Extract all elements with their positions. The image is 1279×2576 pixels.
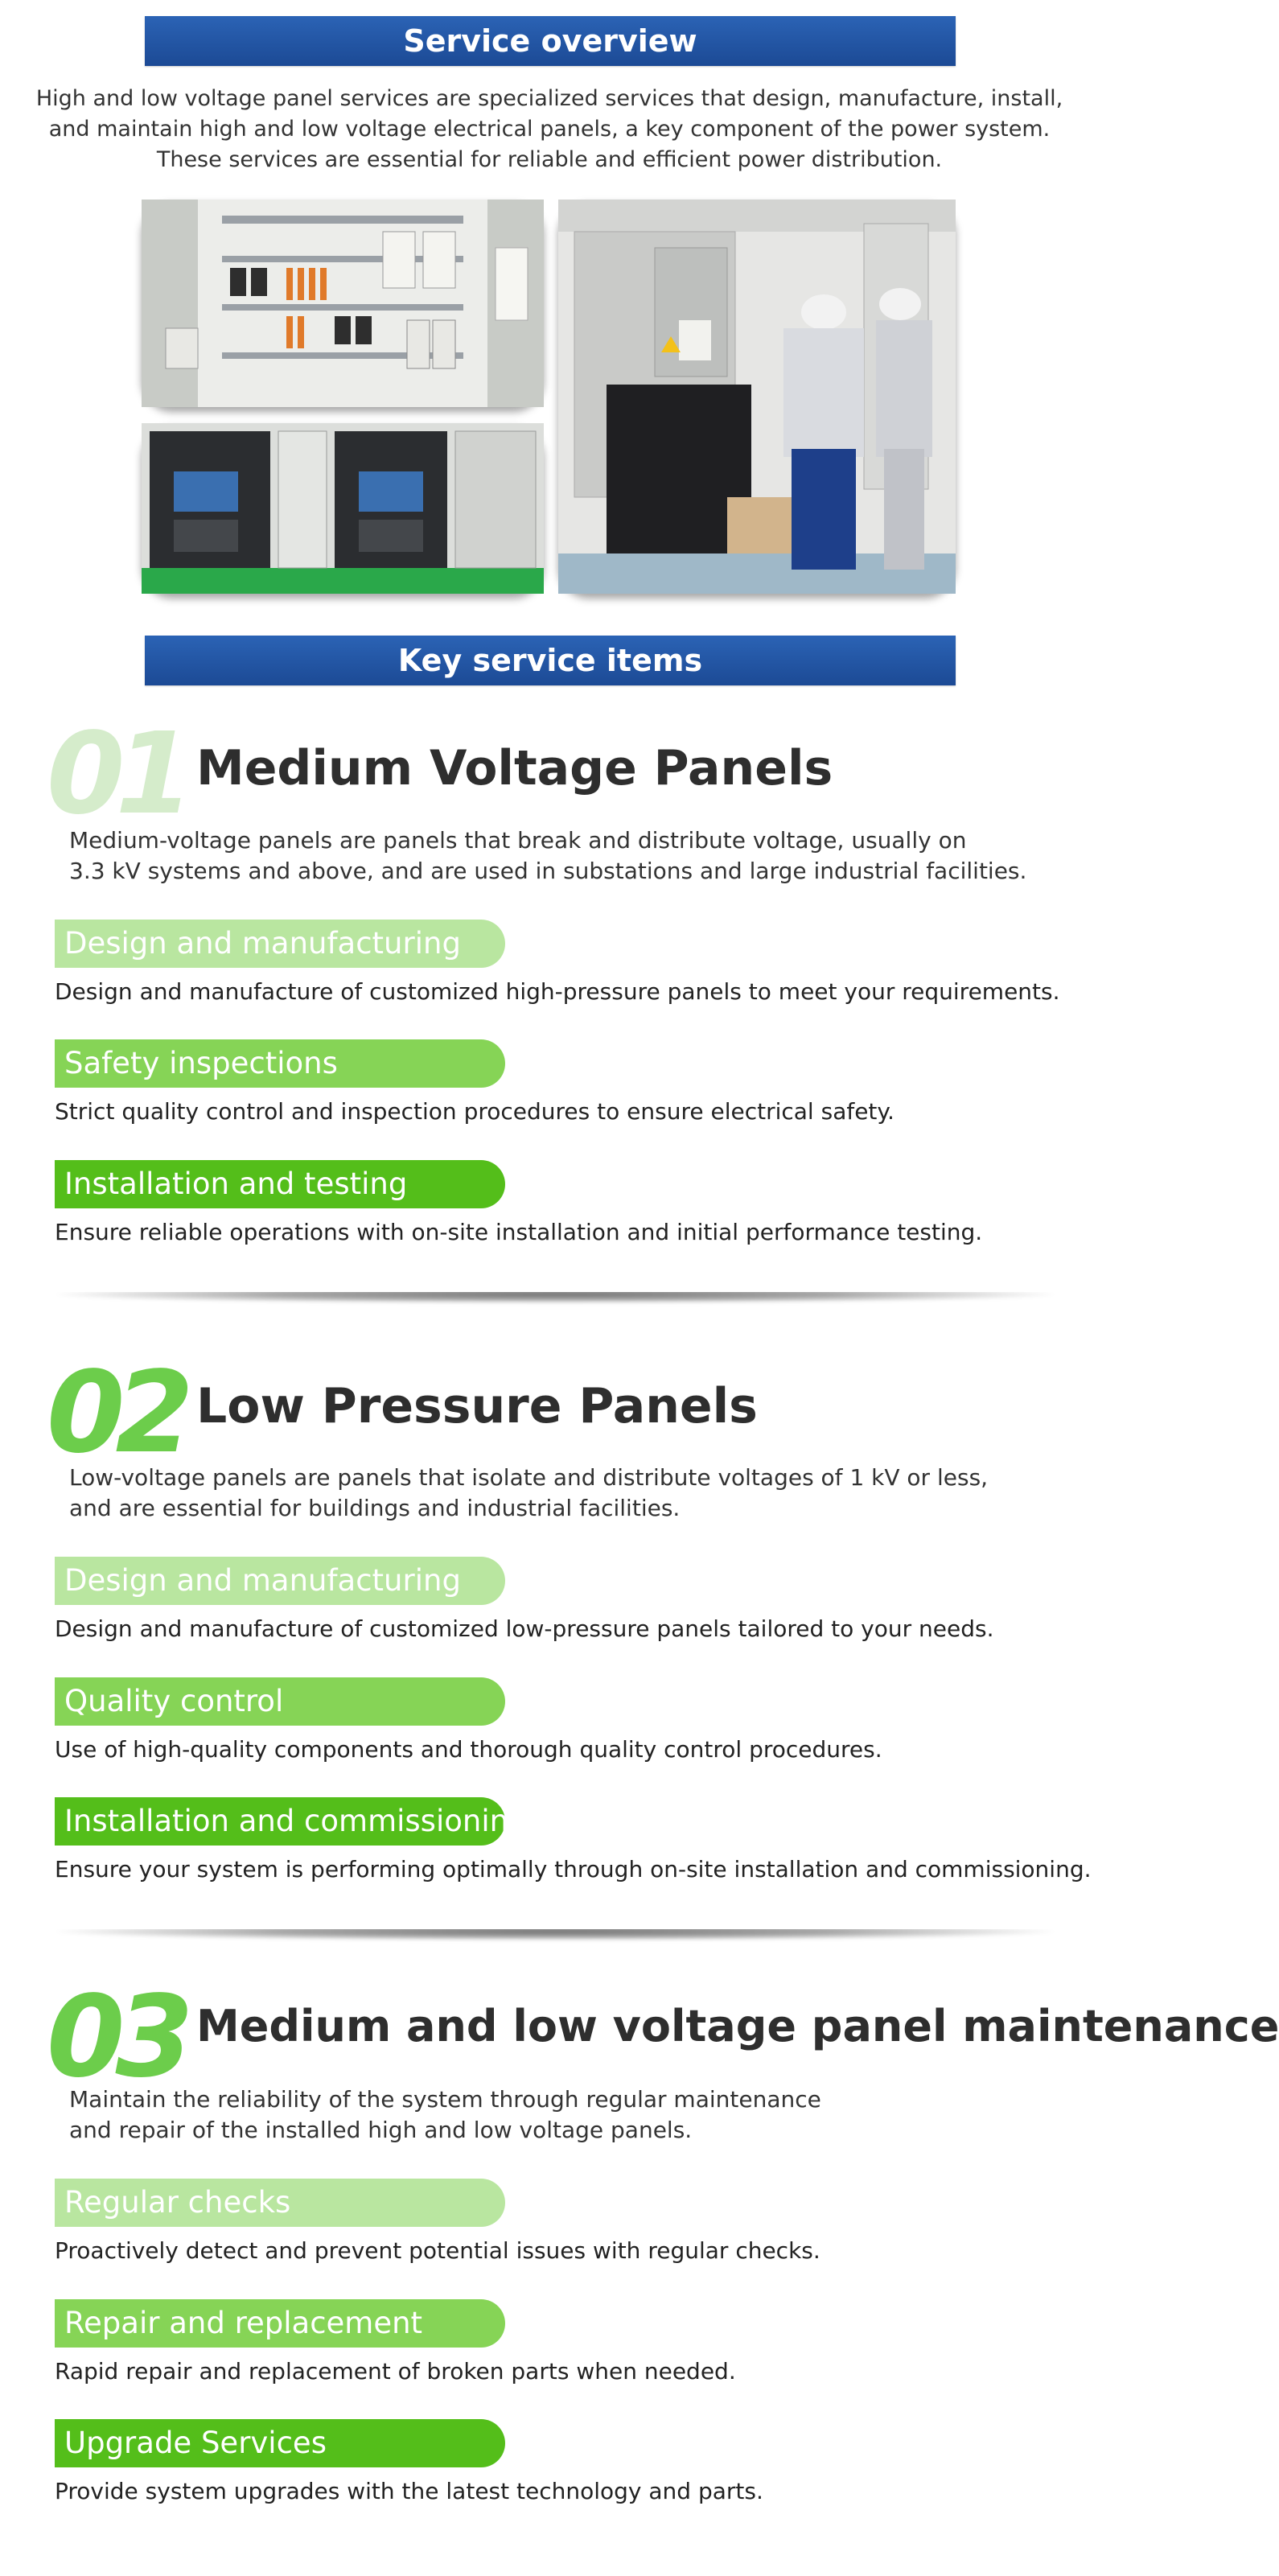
service-item-label: Installation and commissioning [55, 1797, 505, 1846]
service-item-text: Use of high-quality components and thorough quality control procedures. [55, 1736, 882, 1763]
intro-line: and maintain high and low voltage electrical panels, a key component of the power system. [48, 117, 1051, 142]
description-line: 3.3 kV systems and above, and are used in substations and large industrial facilities. [69, 858, 1027, 884]
section-divider-mask [0, 1913, 1099, 1929]
description-line: and are essential for buildings and industrial facilities. [69, 1495, 681, 1521]
service-item-label: Safety inspections [55, 1039, 505, 1088]
technicians-inspecting-panel-photo [558, 200, 956, 594]
service-item-label: Design and manufacturing [55, 920, 505, 968]
section-title: Medium and low voltage panel maintenance [196, 2001, 1279, 2051]
service-item-text: Design and manufacture of customized low-pressure panels tailored to your needs. [55, 1615, 994, 1642]
open-switchgear-cabinets-photo [142, 423, 544, 594]
description-line: Maintain the reliability of the system through regular maintenance [69, 2086, 821, 2113]
section-title: Low Pressure Panels [196, 1378, 758, 1434]
section-divider-mask [0, 1276, 1099, 1292]
section-number: 01 [47, 709, 184, 840]
service-item-text: Design and manufacture of customized high-pressure panels to meet your requirements. [55, 978, 1060, 1005]
service-item-text: Strict quality control and inspection procedures to ensure electrical safety. [55, 1098, 894, 1125]
service-item-text: Ensure reliable operations with on-site installation and initial performance testing. [55, 1219, 983, 1245]
section-title: Medium Voltage Panels [196, 740, 833, 796]
service-item-label: Repair and replacement [55, 2299, 505, 2348]
intro-line: These services are essential for reliable and efficient power distribution. [156, 147, 943, 172]
service-item-label: Regular checks [55, 2179, 505, 2227]
description-line: Medium-voltage panels are panels that break and distribute voltage, usually on [69, 827, 967, 854]
service-item-label: Installation and testing [55, 1160, 505, 1208]
service-overview-intro [32, 84, 1067, 175]
intro-line: High and low voltage panel services are specialized services that design, manufacture, install, [35, 86, 1063, 111]
service-overview-banner: Service overview [145, 16, 956, 66]
description-line: Low-voltage panels are panels that isolate and distribute voltages of 1 kV or less, [69, 1464, 989, 1491]
key-service-items-banner: Key service items [145, 636, 956, 685]
service-item-label: Upgrade Services [55, 2419, 505, 2467]
section-description [69, 825, 1051, 887]
section-number: 03 [47, 1972, 184, 2103]
service-item-text: Ensure your system is performing optimally through on-site installation and commissioning. [55, 1856, 1092, 1883]
service-item-text: Rapid repair and replacement of broken parts when needed. [55, 2358, 736, 2385]
service-item-text: Proactively detect and prevent potential issues with regular checks. [55, 2237, 820, 2264]
section-description [69, 1463, 1051, 1524]
electrical-panel-interior-photo [142, 200, 544, 407]
section-description [69, 2084, 1051, 2146]
section-number: 02 [47, 1348, 184, 1479]
service-item-label: Quality control [55, 1677, 505, 1726]
service-item-label: Design and manufacturing [55, 1557, 505, 1605]
service-item-text: Provide system upgrades with the latest technology and parts. [55, 2478, 763, 2504]
description-line: and repair of the installed high and low voltage panels. [69, 2117, 693, 2143]
